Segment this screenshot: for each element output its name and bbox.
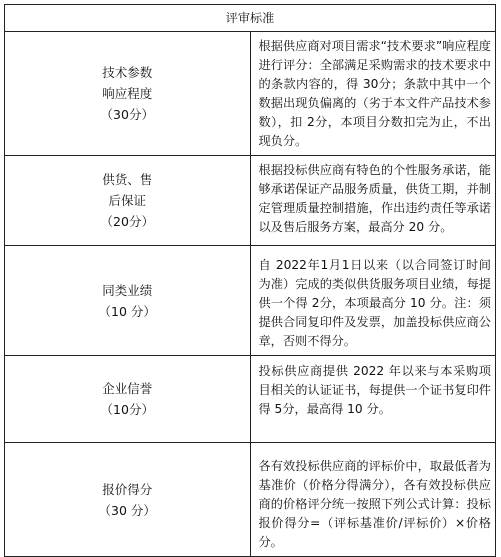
criterion-label-line: 后保证: [108, 193, 146, 208]
criterion-label-price: [5, 443, 251, 557]
criterion-label-line: （10分）: [100, 402, 154, 417]
scoring-criteria-table: [4, 4, 496, 557]
criterion-label-performance: [5, 246, 251, 356]
criterion-description-text: 投标供应商提供 2022 年以来与本采购项目相关的认证证书，每提供一个证书复印件得 5分，最高得 10 分。: [258, 364, 491, 416]
criterion-description-price: [250, 443, 496, 557]
criterion-label-line: 技术参数: [102, 65, 153, 80]
table-row: [5, 246, 496, 356]
criterion-description-text: 根据供应商对项目需求“技术要求”响应程度进行评分：全部满足采购需求的技术要求中的条款内容的，得 30分；条款中其中一个数据出现负偏离的（劣于本文件产品技术参数），扣 2分，本项目分数扣完为止，不出现负分。: [258, 39, 491, 148]
table-row: [5, 443, 496, 557]
table-row: [5, 32, 496, 156]
criterion-label-line: 同类业绩: [102, 282, 153, 298]
table-row: [5, 156, 496, 246]
criterion-description-text: 各有效投标供应商的评标价中，取最低者为基准价（价格分得满分），各有效投标供应商的价格评分统一按照下列公式计算：投标报价得分=（评标基准价/评标价）×价格分。: [258, 459, 491, 549]
table-header-row: [5, 5, 496, 32]
criterion-label-service: [5, 156, 251, 246]
table-title: 评审标准: [5, 5, 496, 32]
criterion-description-reputation: [250, 356, 496, 443]
criterion-label-line: （10 分）: [98, 303, 156, 319]
criterion-description-performance: [250, 246, 496, 356]
criterion-label-line: 响应程度: [102, 86, 153, 101]
criterion-description-service: [250, 156, 496, 246]
criterion-label-line: （20分）: [100, 214, 154, 229]
criterion-description-text: 自 2022年1月1日以来（以合同签订时间为准）完成的类似供货服务项目业绩，每提供一个得 2分，本项最高分 10 分。注：须提供合同复印件及发票，加盖投标供应商公章，否则不得分。: [258, 258, 491, 348]
criterion-label-line: 企业信誉: [102, 381, 153, 396]
criterion-description-technical: [250, 32, 496, 156]
criterion-label-line: 供货、售: [102, 172, 153, 187]
criterion-label-line: （30分）: [100, 107, 154, 122]
criterion-label-line: 报价得分: [102, 481, 153, 497]
criterion-description-text: 根据投标供应商有特色的个性服务承诺，能够承诺保证产品服务质量，供货工期，并制定管理质量控制措施，作出违约责任等承诺以及售后服务方案，最高分 20 分。: [258, 163, 491, 234]
criterion-label-reputation: [5, 356, 251, 443]
criterion-label-line: （30 分）: [98, 502, 156, 518]
table-row: [5, 356, 496, 443]
criterion-label-technical: [5, 32, 251, 156]
